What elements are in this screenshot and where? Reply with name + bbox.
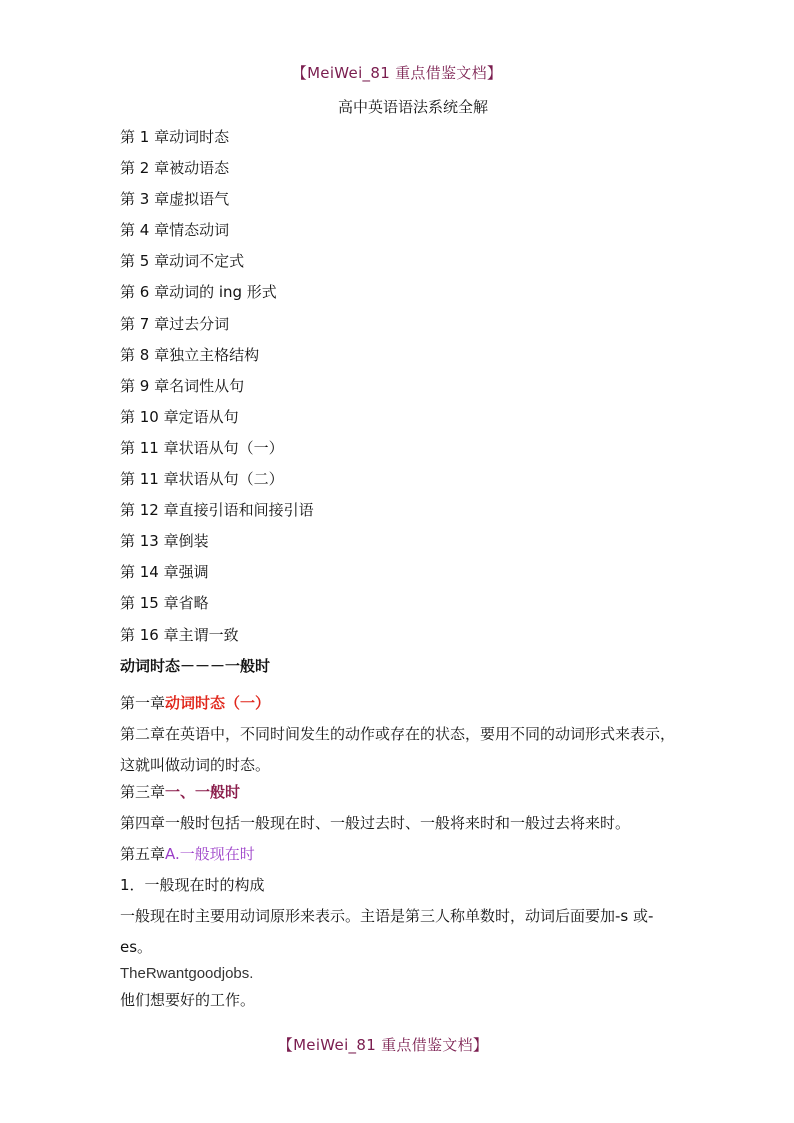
toc-item: 第 10 章定语从句	[120, 407, 239, 426]
header-banner: 【MeiWei_81 重点借鉴文档】	[291, 64, 503, 82]
toc-item: 第 3 章虚拟语气	[120, 190, 230, 209]
chapter-five-line	[120, 843, 680, 874]
document-title: 高中英语语法系统全解	[337, 98, 488, 116]
example-sentence: TheRwantgoodjobs.	[120, 965, 254, 982]
toc-item: 第 12 章直接引语和间接引语	[120, 501, 314, 520]
chapter-highlight: 一、一般时	[165, 783, 241, 801]
chapter-highlight: 动词时态（一）	[165, 694, 271, 712]
toc-item: 第 13 章倒装	[120, 532, 209, 551]
toc-item: 第 2 章被动语态	[120, 159, 230, 178]
toc-item: 第 4 章情态动词	[120, 221, 230, 240]
toc-item: 第 1 章动词时态	[120, 128, 230, 146]
toc-item: 第 8 章独立主格结构	[120, 345, 260, 364]
toc-item: 第 5 章动词不定式	[120, 252, 245, 271]
toc-item: 第 7 章过去分词	[120, 314, 230, 333]
footer-banner: 【MeiWei_81 重点借鉴文档】	[277, 1036, 489, 1054]
chapter-highlight: A.一般现在时	[165, 845, 255, 863]
toc-item: 第 11 章状语从句（一）	[120, 438, 284, 457]
toc-item: 第 9 章名词性从句	[120, 376, 245, 395]
toc-item: 第 11 章状语从句（二）	[120, 470, 284, 489]
chapter-prefix: 第五章	[120, 845, 166, 863]
example-translation: 他们想要好的工作。	[120, 991, 256, 1009]
construction-paragraph: 一般现在时主要用动词原形来表示。主语是第三人称单数时，动词后面要加-s 或-es。	[120, 907, 654, 956]
section-heading: 动词时态－－－一般时	[120, 657, 271, 675]
chapter-prefix: 第三章	[120, 783, 166, 801]
tense-definition-paragraph: 第二章在英语中，不同时间发生的动作或存在的状态，要用不同的动词形式来表示，这就叫做动词的时态。	[120, 725, 676, 774]
chapter-three-line	[120, 781, 680, 812]
subsection-heading: 1．一般现在时的构成	[120, 876, 265, 894]
table-of-contents	[120, 126, 314, 655]
chapter-prefix: 第一章	[120, 694, 166, 712]
document-body	[120, 692, 680, 1015]
toc-item: 第 15 章省略	[120, 594, 209, 613]
toc-item: 第 16 章主谓一致	[120, 625, 239, 644]
simple-tense-paragraph: 第四章一般时包括一般现在时、一般过去时、一般将来时和一般过去将来时。	[120, 814, 631, 832]
toc-item: 第 14 章强调	[120, 563, 209, 582]
toc-item: 第 6 章动词的 ing 形式	[120, 283, 277, 302]
